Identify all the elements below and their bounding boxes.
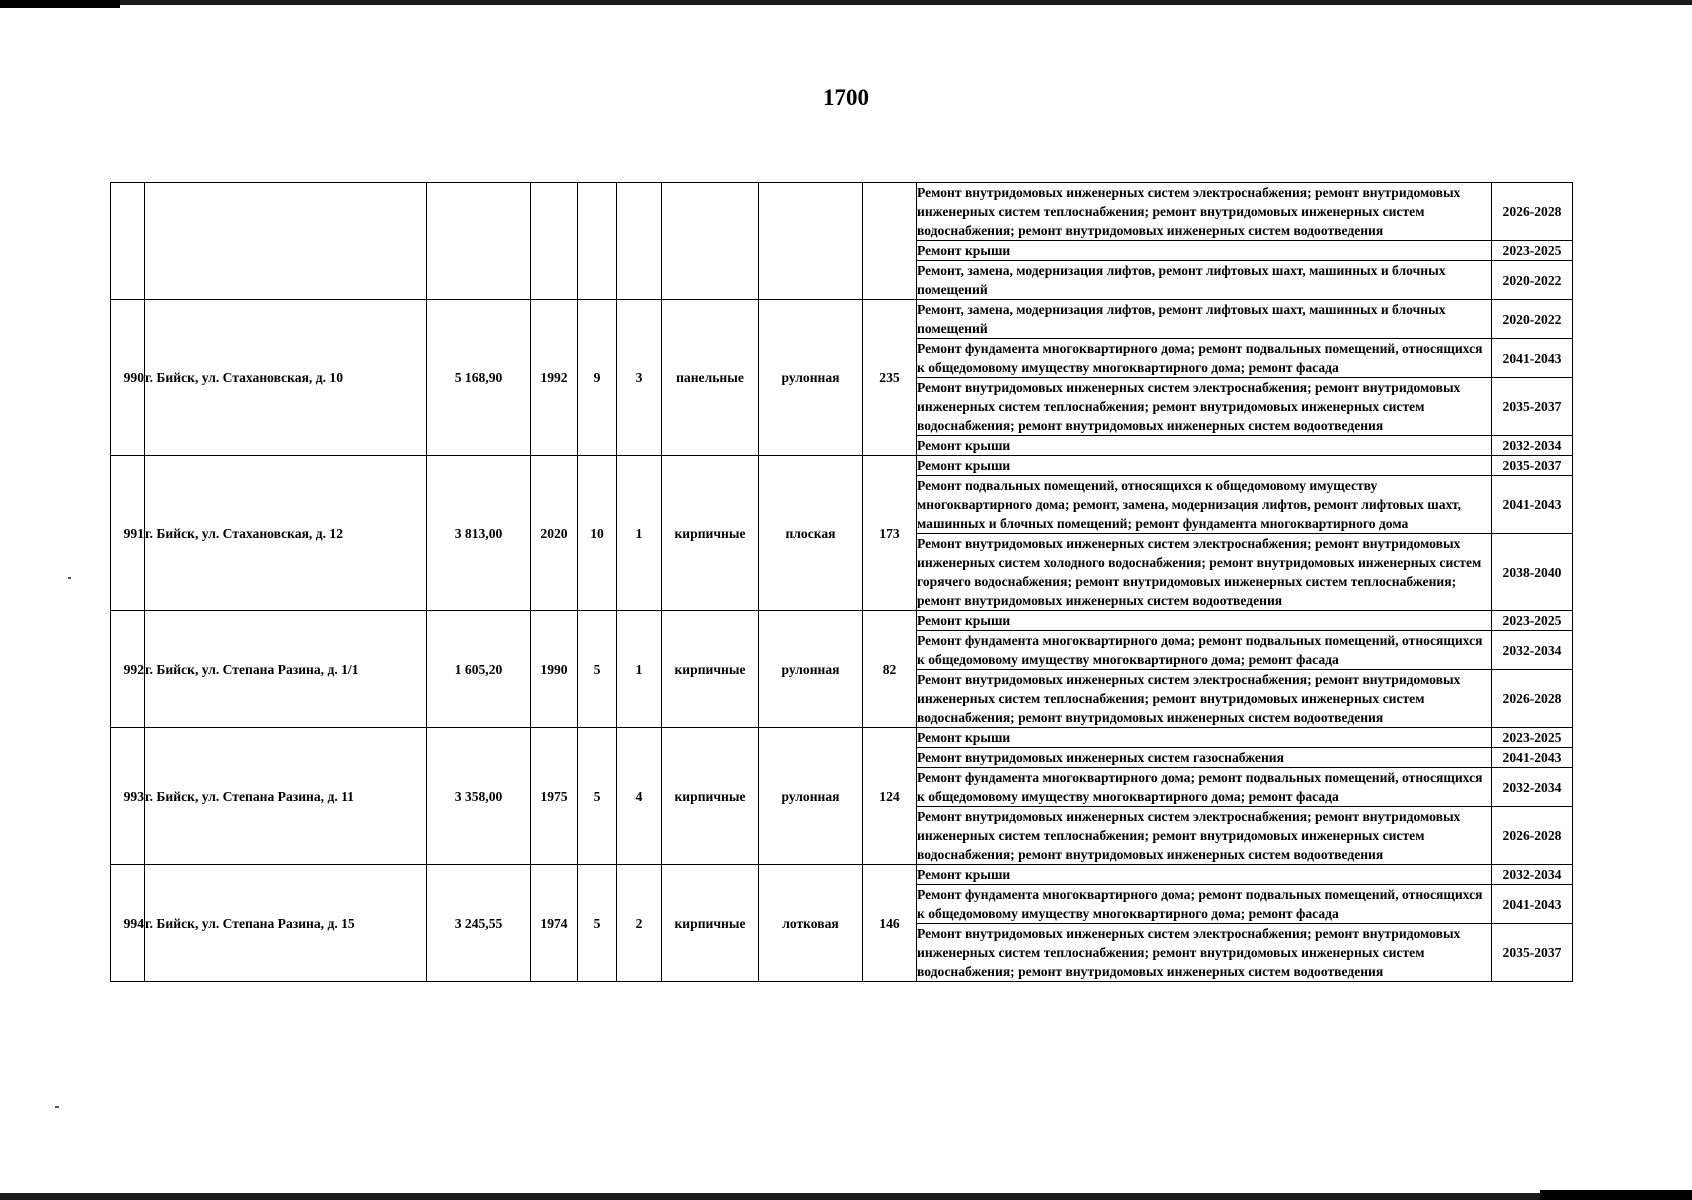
work-period: 2020-2022 xyxy=(1492,300,1573,339)
empty-cell xyxy=(578,183,617,300)
floors-count: 5 xyxy=(578,865,617,982)
work-description: Ремонт внутридомовых инженерных систем электроснабжения; ремонт внутридомовых инженерных систем теплоснабжения; ремонт внутридомовых инженерных систем водоснабжения; ремонт внутридомовых инженерных систем водоотведения xyxy=(917,378,1492,436)
empty-cell xyxy=(531,183,578,300)
work-description: Ремонт крыши xyxy=(917,865,1492,885)
work-period: 2041-2043 xyxy=(1492,748,1573,768)
building-area: 3 245,55 xyxy=(427,865,531,982)
floors-count: 5 xyxy=(578,728,617,865)
residents-count: 82 xyxy=(863,611,917,728)
work-description: Ремонт фундамента многоквартирного дома; ремонт подвальных помещений, относящихся к общедомовому имуществу многоквартирного дома; ремонт фасада xyxy=(917,768,1492,807)
wall-material: кирпичные xyxy=(662,611,759,728)
work-period: 2026-2028 xyxy=(1492,807,1573,865)
building-area: 1 605,20 xyxy=(427,611,531,728)
floors-count: 9 xyxy=(578,300,617,456)
work-description: Ремонт внутридомовых инженерных систем электроснабжения; ремонт внутридомовых инженерных систем теплоснабжения; ремонт внутридомовых инженерных систем водоснабжения; ремонт внутридомовых инженерных систем водоотведения xyxy=(917,670,1492,728)
table-row xyxy=(111,456,1573,476)
row-number: 991 xyxy=(111,456,145,611)
work-period: 2023-2025 xyxy=(1492,241,1573,261)
building-address: г. Бийск, ул. Стахановская, д. 12 xyxy=(145,456,427,611)
empty-cell xyxy=(145,183,427,300)
work-period: 2020-2022 xyxy=(1492,261,1573,300)
work-period: 2038-2040 xyxy=(1492,534,1573,611)
row-number: 990 xyxy=(111,300,145,456)
empty-cell xyxy=(662,183,759,300)
roof-type: плоская xyxy=(759,456,863,611)
work-description: Ремонт внутридомовых инженерных систем электроснабжения; ремонт внутридомовых инженерных систем теплоснабжения; ремонт внутридомовых инженерных систем водоснабжения; ремонт внутридомовых инженерных систем водоотведения xyxy=(917,807,1492,865)
scan-edge-top xyxy=(0,0,1692,5)
work-description: Ремонт внутридомовых инженерных систем газоснабжения xyxy=(917,748,1492,768)
building-address: г. Бийск, ул. Степана Разина, д. 11 xyxy=(145,728,427,865)
roof-type: рулонная xyxy=(759,611,863,728)
work-description: Ремонт крыши xyxy=(917,436,1492,456)
roof-type: рулонная xyxy=(759,728,863,865)
scan-edge-top-mark xyxy=(0,0,120,8)
work-description: Ремонт внутридомовых инженерных систем электроснабжения; ремонт внутридомовых инженерных систем теплоснабжения; ремонт внутридомовых инженерных систем водоснабжения; ремонт внутридомовых инженерных систем водоотведения xyxy=(917,924,1492,982)
scan-edge-bottom xyxy=(0,1193,1692,1200)
work-period: 2041-2043 xyxy=(1492,476,1573,534)
work-description: Ремонт, замена, модернизация лифтов, ремонт лифтовых шахт, машинных и блочных помещений xyxy=(917,261,1492,300)
build-year: 2020 xyxy=(531,456,578,611)
residents-count: 146 xyxy=(863,865,917,982)
work-period: 2023-2025 xyxy=(1492,611,1573,631)
table-row xyxy=(111,300,1573,339)
work-period: 2035-2037 xyxy=(1492,456,1573,476)
scan-edge-bottom-mark xyxy=(1540,1190,1692,1200)
floors-count: 10 xyxy=(578,456,617,611)
table-row xyxy=(111,611,1573,631)
work-description: Ремонт крыши xyxy=(917,456,1492,476)
roof-type: рулонная xyxy=(759,300,863,456)
table-row xyxy=(111,865,1573,885)
build-year: 1974 xyxy=(531,865,578,982)
work-period: 2032-2034 xyxy=(1492,865,1573,885)
building-address: г. Бийск, ул. Степана Разина, д. 1/1 xyxy=(145,611,427,728)
residents-count: 173 xyxy=(863,456,917,611)
table-body xyxy=(111,183,1573,982)
empty-cell xyxy=(111,183,145,300)
row-number: 993 xyxy=(111,728,145,865)
work-description: Ремонт внутридомовых инженерных систем электроснабжения; ремонт внутридомовых инженерных систем холодного водоснабжения; ремонт внутридомовых инженерных систем горячего водоснабжения; ремонт внутридомовых инженерных систем теплоснабжения; ремонт внутридомовых инженерных систем водоотведения xyxy=(917,534,1492,611)
wall-material: кирпичные xyxy=(662,728,759,865)
entrances-count: 1 xyxy=(617,611,662,728)
entrances-count: 3 xyxy=(617,300,662,456)
entrances-count: 4 xyxy=(617,728,662,865)
empty-cell xyxy=(427,183,531,300)
build-year: 1990 xyxy=(531,611,578,728)
building-area: 3 813,00 xyxy=(427,456,531,611)
row-number: 992 xyxy=(111,611,145,728)
housing-repair-table xyxy=(110,182,1573,982)
entrances-count: 2 xyxy=(617,865,662,982)
residents-count: 124 xyxy=(863,728,917,865)
work-description: Ремонт крыши xyxy=(917,728,1492,748)
row-number: 994 xyxy=(111,865,145,982)
work-description: Ремонт фундамента многоквартирного дома; ремонт подвальных помещений, относящихся к общедомовому имуществу многоквартирного дома; ремонт фасада xyxy=(917,631,1492,670)
wall-material: кирпичные xyxy=(662,456,759,611)
floors-count: 5 xyxy=(578,611,617,728)
scan-speck xyxy=(55,1106,59,1108)
build-year: 1992 xyxy=(531,300,578,456)
work-period: 2035-2037 xyxy=(1492,378,1573,436)
work-description: Ремонт подвальных помещений, относящихся к общедомовому имуществу многоквартирного дома; ремонт, замена, модернизация лифтов, ремонт лифтовых шахт, машинных и блочных помещений; ремонт фундамента многоквартирного дома xyxy=(917,476,1492,534)
wall-material: кирпичные xyxy=(662,865,759,982)
table-row xyxy=(111,728,1573,748)
work-description: Ремонт крыши xyxy=(917,611,1492,631)
roof-type: лотковая xyxy=(759,865,863,982)
work-description: Ремонт, замена, модернизация лифтов, ремонт лифтовых шахт, машинных и блочных помещений xyxy=(917,300,1492,339)
empty-cell xyxy=(759,183,863,300)
building-area: 3 358,00 xyxy=(427,728,531,865)
work-period: 2032-2034 xyxy=(1492,436,1573,456)
work-period: 2023-2025 xyxy=(1492,728,1573,748)
work-period: 2035-2037 xyxy=(1492,924,1573,982)
work-period: 2032-2034 xyxy=(1492,768,1573,807)
work-period: 2026-2028 xyxy=(1492,183,1573,241)
work-period: 2041-2043 xyxy=(1492,339,1573,378)
residents-count: 235 xyxy=(863,300,917,456)
building-address: г. Бийск, ул. Степана Разина, д. 15 xyxy=(145,865,427,982)
work-description: Ремонт фундамента многоквартирного дома; ремонт подвальных помещений, относящихся к общедомовому имуществу многоквартирного дома; ремонт фасада xyxy=(917,339,1492,378)
empty-cell xyxy=(617,183,662,300)
work-description: Ремонт внутридомовых инженерных систем электроснабжения; ремонт внутридомовых инженерных систем теплоснабжения; ремонт внутридомовых инженерных систем водоснабжения; ремонт внутридомовых инженерных систем водоотведения xyxy=(917,183,1492,241)
work-description: Ремонт фундамента многоквартирного дома; ремонт подвальных помещений, относящихся к общедомовому имуществу многоквартирного дома; ремонт фасада xyxy=(917,885,1492,924)
table-row xyxy=(111,183,1573,241)
entrances-count: 1 xyxy=(617,456,662,611)
work-period: 2041-2043 xyxy=(1492,885,1573,924)
empty-cell xyxy=(863,183,917,300)
building-address: г. Бийск, ул. Стахановская, д. 10 xyxy=(145,300,427,456)
wall-material: панельные xyxy=(662,300,759,456)
scan-speck xyxy=(68,577,71,579)
page-number: 1700 xyxy=(823,85,869,110)
work-period: 2026-2028 xyxy=(1492,670,1573,728)
build-year: 1975 xyxy=(531,728,578,865)
building-area: 5 168,90 xyxy=(427,300,531,456)
work-period: 2032-2034 xyxy=(1492,631,1573,670)
work-description: Ремонт крыши xyxy=(917,241,1492,261)
